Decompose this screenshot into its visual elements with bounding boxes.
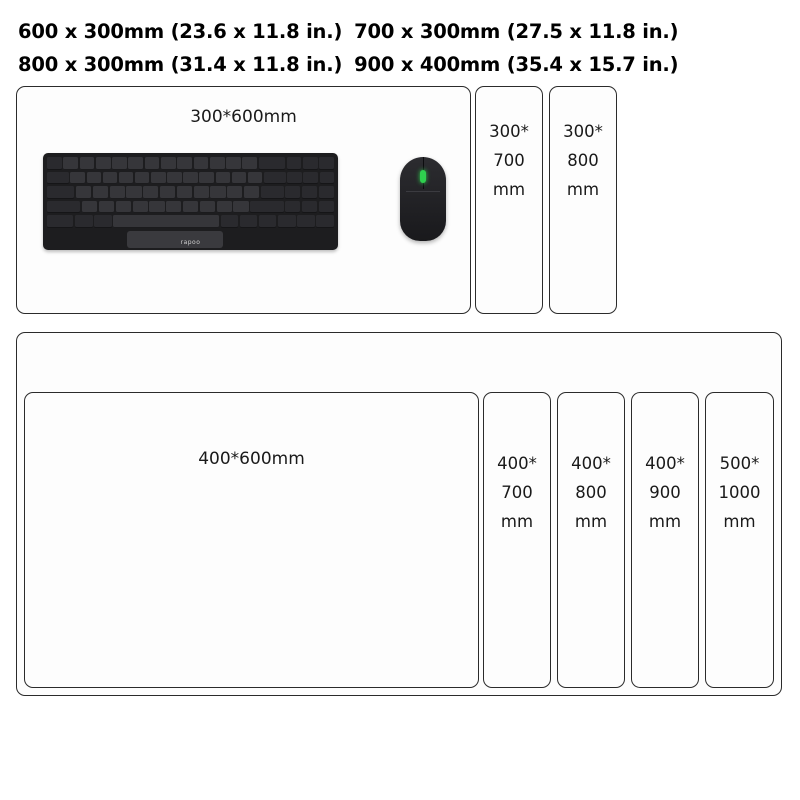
mat-300x800 — [549, 86, 617, 314]
mat-500x1000-label — [706, 449, 773, 536]
mat-label-line1: 400* — [571, 454, 611, 473]
size-diagram — [0, 86, 800, 696]
size-option-900x400: 900 x 400mm (35.4 x 15.7 in.) — [354, 53, 679, 76]
mat-label-line3: mm — [566, 180, 600, 199]
keyboard-row — [47, 201, 334, 214]
mat-400x600-label: 400*600mm — [198, 449, 305, 469]
size-list-row-2 — [18, 53, 782, 76]
mat-label-line3: mm — [574, 512, 608, 531]
size-option-800x300: 800 x 300mm (31.4 x 11.8 in.) — [18, 53, 343, 76]
mat-label-line1: 300* — [489, 122, 529, 141]
keyboard-illustration — [43, 153, 338, 250]
mat-300x600-label: 300*600mm — [190, 107, 297, 127]
keyboard-row — [47, 172, 334, 185]
mat-label-line1: 400* — [645, 454, 685, 473]
mat-label-line2: 700 — [501, 483, 533, 502]
mat-label-line2: 800 — [575, 483, 607, 502]
mat-400x600 — [24, 392, 479, 688]
mat-group-300mm — [16, 86, 784, 314]
size-option-700x300: 700 x 300mm (27.5 x 11.8 in.) — [354, 20, 679, 43]
keyboard-row — [47, 215, 334, 228]
mat-group-400mm — [16, 332, 784, 696]
mat-400x900-label — [632, 449, 698, 536]
mat-label-line2: 1000 — [718, 483, 761, 502]
mat-label-line3: mm — [500, 512, 534, 531]
keyboard-row — [47, 157, 334, 170]
size-list-row-1 — [18, 20, 782, 43]
keyboard-row — [47, 186, 334, 199]
size-option-600x300: 600 x 300mm (23.6 x 11.8 in.) — [18, 20, 343, 43]
keyboard-brand-label: rapoo — [180, 239, 201, 246]
mat-300x700 — [475, 86, 543, 314]
size-list-header — [0, 0, 800, 76]
keyboard-keys — [47, 157, 334, 228]
mouse-illustration — [400, 157, 446, 241]
mat-label-line2: 700 — [493, 151, 525, 170]
keyboard-palm-rest — [127, 231, 223, 248]
mat-400x700-label — [484, 449, 550, 536]
mat-400x700 — [483, 392, 551, 688]
mat-label-line1: 500* — [719, 454, 760, 473]
mat-label-line2: 800 — [567, 151, 599, 170]
mat-300x600 — [16, 86, 471, 314]
mat-label-line3: mm — [492, 180, 526, 199]
mat-label-line3: mm — [723, 512, 756, 531]
mouse-body-seam — [406, 191, 440, 192]
mat-label-line1: 400* — [497, 454, 537, 473]
mat-label-line2: 900 — [649, 483, 681, 502]
mat-500x1000 — [705, 392, 774, 688]
mouse-scroll-wheel — [420, 170, 426, 183]
mat-400x800 — [557, 392, 625, 688]
mat-400x900 — [631, 392, 699, 688]
mat-300x800-label — [550, 117, 616, 204]
mat-400x800-label — [558, 449, 624, 536]
mat-label-line3: mm — [648, 512, 682, 531]
mat-300x700-label — [476, 117, 542, 204]
mat-label-line1: 300* — [563, 122, 603, 141]
